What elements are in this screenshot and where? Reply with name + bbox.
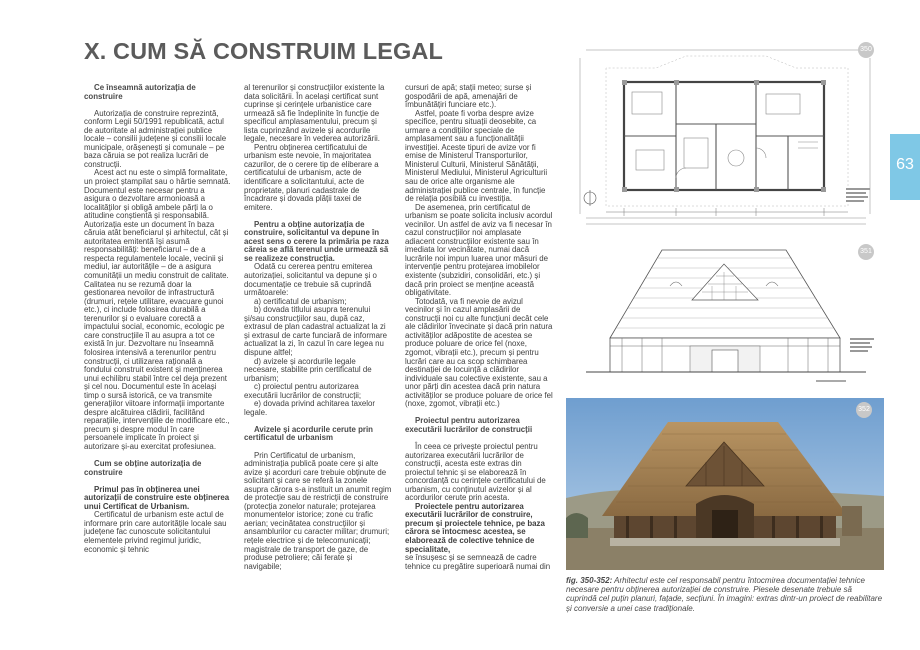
paragraph: c) proiectul pentru autorizarea executării lucrărilor de construcții; [244, 382, 362, 400]
house-photo [566, 398, 884, 570]
paragraph: Pentru obținerea certificatului de urbanism este nevoie, în majoritatea cazurilor, de o cerere tip de eliberare a certificatului de urbanism, acte de identificare a solicitantului, acte de proprietate, planuri cadastrale de încadrare și dovada plății taxei de emitere. [244, 142, 379, 212]
section-heading: Cum se obține autorizația de construire [84, 459, 202, 477]
paragraph: d) avizele și acordurile legale necesare, stabilite prin certificatul de urbanism; [244, 356, 372, 383]
page-number-tab [890, 134, 920, 200]
paragraph: În ceea ce privește proiectul pentru autorizarea executării lucrărilor de construcții, acesta este extras din proiectul tehnic și se elaborează în concordanță cu cerințele certificatului de urbanism, cu conținutul avizelor și al acordurilor cerute prin acesta. [405, 441, 546, 503]
text-column-2 [244, 84, 392, 571]
text-column-1 [84, 84, 232, 554]
paragraph: Odată cu cererea pentru emiterea autorizației, solicitantul va depune și o documentație ce trebuie să cuprindă următoarele: [244, 262, 377, 298]
figure-351-elevation [566, 242, 884, 392]
figure-351-badge: 351 [858, 244, 874, 260]
bold-paragraph: Proiectele pentru autorizarea executării lucrărilor de construire, precum și proiectele tehnice, pe baza cărora se întocmesc acestea, se elaborează de colective tehnice de specialitate, [405, 501, 545, 554]
section-heading: Avizele și acordurile cerute prin certificatul de urbanism [244, 424, 373, 443]
page-number: 63 [896, 156, 914, 173]
paragraph: b) dovada titlului asupra terenului și/sau construcțiilor sau, după caz, extrasul de plan cadastral actualizat la zi și extrasul de carte funciară de informare actualizat la zi, în cazul în care legea nu dispune altfel; [244, 305, 387, 357]
paragraph: a) certificatul de urbanism; [254, 296, 347, 306]
figure-352-badge: 352 [856, 402, 872, 418]
caption-text: Arhitectul este cel responsabil pentru întocmirea documentației tehnice necesare pentru obținerea autorizației de construire. Piesele desenate trebuie să cuprindă cel puțin planuri, fațade, secțiuni. În imagini: extras dintr-un proiect de reabilitare și conversie a unei case tradiționale. [566, 576, 883, 613]
paragraph: cursuri de apă; stații meteo; surse și gospodării de apă, amenajări de îmbunătățiri funciare etc.). [405, 83, 532, 110]
elevation-drawing [566, 242, 884, 392]
figure-350-floor-plan [566, 38, 884, 236]
bold-paragraph: Primul pas în obținerea unei autorizații de construire este obținerea unui Certificat de Urbanism. [84, 484, 230, 511]
paragraph: Acest act nu este o simplă formalitate, un proiect ștampilat sau o hârtie semnată. Documentul este necesar pentru a asigura o dezvoltare armonioasă a localităților și obligă ambele părți la o atitudine conștientă și responsabilă. Autorizația este un document în baza căruia atât beneficiarul și arhitectul, cât și autoritatea emitentă își asumă responsabilități: beneficiarul – de a respecta regulamentele locale, vecinii și mediul, iar autoritățile – de a asigura comunității un mediu construit de calitate. Calitatea nu se rezumă doar la gestionarea nevoilor de infrastructură (drumuri, rețele utilitare, evacuare gunoi etc.), ci include folosirea durabilă a terenurilor și o evaluare corectă a impactului social, economic, ecologic pe care construcțiile îl au asupra a tot ce există în jur. Dezvoltare nu înseamnă folosirea intensivă a terenurilor pentru construcții, ci utilizarea rațională a fondului construit existent și menținerea unui echilibru stabil între cel deja prezent și cel nou. Documentul este în același timp o sursă istorică, ce va transmite generațiilor viitoare informații importante despre alcătuirea clădirii, facilitând reparațiile, intervențiile de modificare etc., precum și despre modul în care persoanele implicate în proiect și autorizare și-au exercitat profesiunea. [84, 168, 231, 451]
floor-plan-drawing [566, 38, 884, 236]
section-heading: Pentru a obține autorizația de construire, solicitantul va depune în acest sens o cerere la primăria pe raza căreia se află terenul unde urmează să se realizeze construcția. [244, 219, 389, 263]
paragraph: Astfel, poate fi vorba despre avize specifice, pentru situații deosebite, ca urmare a condițiilor speciale de amplasament sau a funcționalității investiției. Aceste tipuri de avize vor fi emise de Ministerul Transporturilor, Ministerul Culturii, Ministerul Sănătății, Ministerul Mediului, Ministerul Agriculturii sau de orice alte organisme ale administrației publice centrale, în funcție de relația posibilă cu investiția. [405, 108, 548, 204]
paragraph: Prin Certificatul de urbanism, administrația publică poate cere și alte avize și acorduri care trebuie obținute de solicitant și care se referă la zonele asupra cărora s-a instituit un anumit regim de protecție sau de restricții de construire (protecția zonelor naturale; protejarea monumentelor istorice; zone cu trafic aerian; vecinătatea construcțiilor și ansamblurilor cu caracter militar; drumuri; rețele electrice și de telecomunicații; magistrale de transport de gaze, de produse petroliere; căi ferate și navigabile; [244, 450, 392, 571]
paragraph: Certificatul de urbanism este actul de informare prin care autoritățile locale sau județene fac cunoscute solicitantului elementele privind regimul juridic, economic și tehnic [84, 510, 227, 554]
text-column-3 [405, 84, 553, 571]
section-heading: Ce înseamnă autorizația de construire [84, 83, 196, 101]
paragraph: e) dovada privind achitarea taxelor legale. [244, 399, 376, 417]
figure-caption [566, 576, 884, 613]
page-title: X. CUM SĂ CONSTRUIM LEGAL [84, 38, 443, 64]
paragraph: De asemenea, prin certificatul de urbanism se poate solicita inclusiv acordul vecinilor. Un astfel de aviz va fi necesar în cazul construcțiilor noi amplasate adiacent construcțiilor existente sau în imediata lor vecinătate, numai dacă lucrările noi impun luarea unor măsuri de intervenție pentru protejarea imobilelor existente (subzidiri, consolidări, etc.) și dacă prin proiect se menține această obligativitate. [405, 202, 553, 298]
figure-352-photo [566, 398, 884, 570]
section-heading: Proiectul pentru autorizarea executării lucrărilor de construcții [405, 416, 533, 434]
caption-lead: fig. 350-352: [566, 576, 613, 585]
figure-350-badge: 350 [858, 42, 874, 58]
paragraph: Autorizația de construire reprezintă, conform Legii 50/1991 republicată, actul de autoritate al administrației publice locale – consilii județene și consilii locale municipale, orășenești și comunale – pe baza căruia se pot realiza lucrări de construcții. [84, 108, 227, 169]
paragraph: Totodată, va fi nevoie de avizul vecinilor și în cazul amplasării de construcții noi cu alte funcțiuni decât cele ale clădirilor învecinate și dacă prin natura activităților adăpostite de acestea se produce poluare de orice fel (noxe, zgomot, vibrații etc.), precum și pentru lucrări care au ca scop schimbarea destinației de locuință a clădirilor individuale sau colective existente, sau a unor părți din acestea dacă prin natura activităților se produce poluare de orice fel (noxe, zgomot, vibrații etc.) [405, 296, 553, 409]
paragraph: se însușesc și se semnează de cadre tehnice cu pregătire superioară numai din [405, 553, 551, 571]
paragraph: al terenurilor și construcțiilor existente la data solicitării. În același certificat sunt cuprinse și cerințele urbanistice care urmează să fie îndeplinite în funcție de specificul amplasamentului, precum și lista cuprinzând avizele și acordurile legale, necesare în vederea autorizării. [244, 83, 385, 144]
